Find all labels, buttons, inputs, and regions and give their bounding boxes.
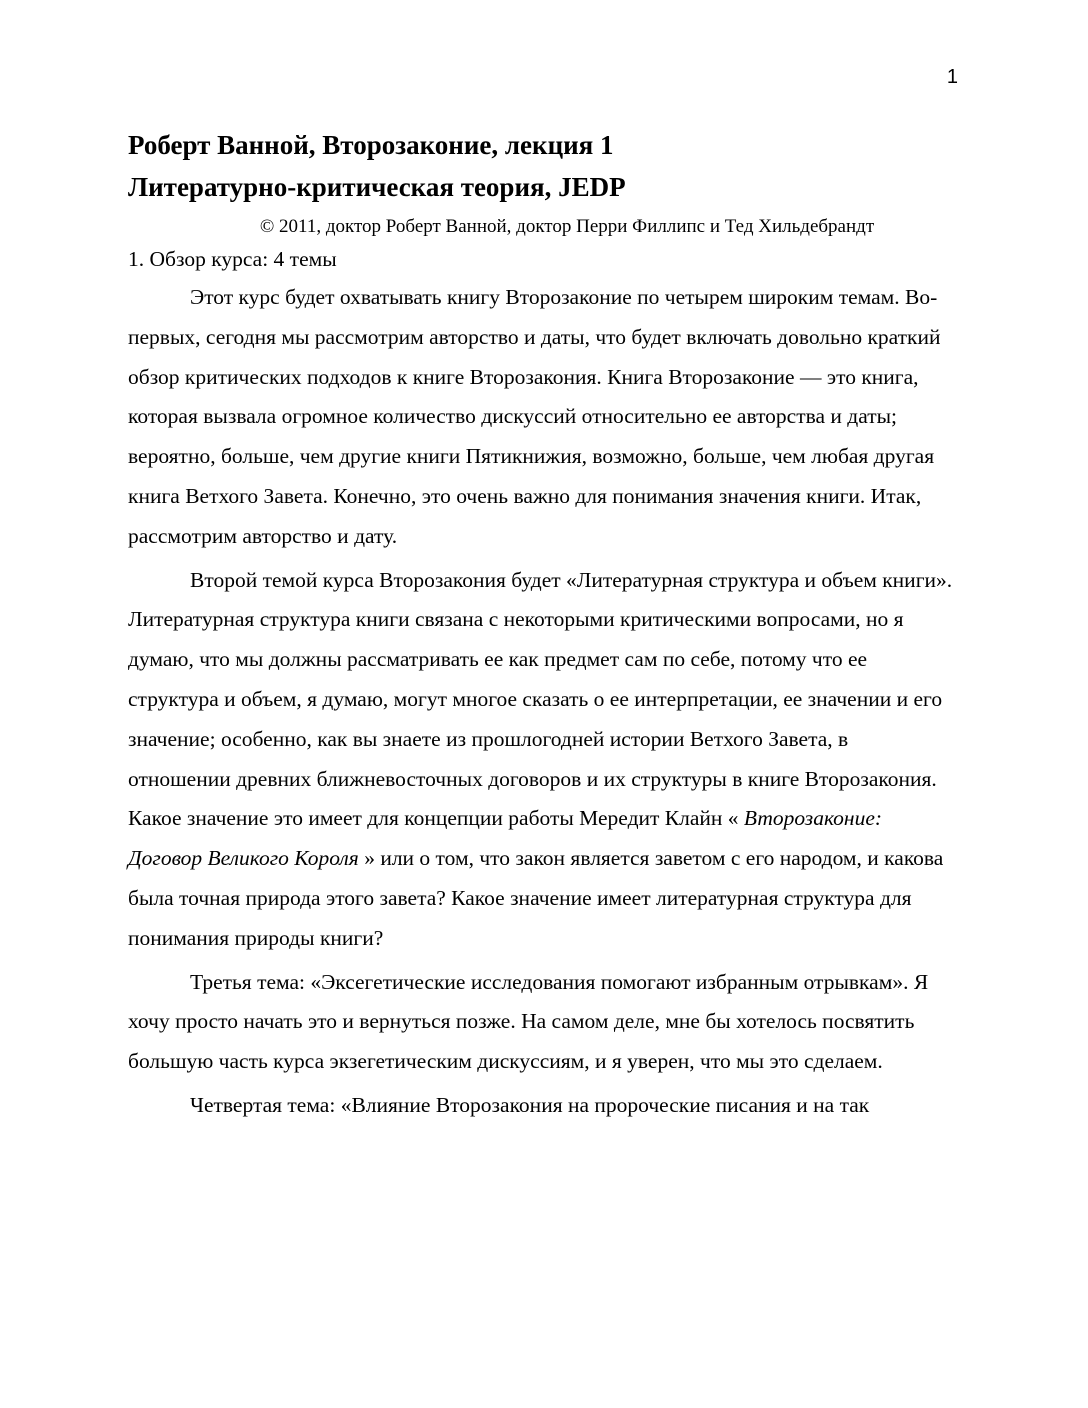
document-title: Роберт Ванной, Второзаконие, лекция 1 [128, 130, 614, 160]
document-body [128, 128, 958, 1126]
paragraph: Этот курс будет охватывать книгу Второзаконие по четырем широким темам. Во-первых, сегодня мы рассмотрим авторство и даты, что будет включать довольно краткий обзор критических подходов к книге Второзакония. Книга Второзаконие — это книга, которая вызвала огромное количество дискуссий относительно ее авторства и даты; вероятно, больше, чем другие книги Пятикнижия, возможно, больше, чем любая другая книга Ветхого Завета. Конечно, это очень важно для понимания значения книги. Итак, рассмотрим авторство и дату. [128, 285, 941, 548]
book-title-italic: Второзаконие: Договор Великого Короля [128, 806, 883, 871]
paragraph: Третья тема: «Эксегетические исследования помогают избранным отрывкам». Я хочу просто начать это и вернуться позже. На самом деле, мне бы хотелось посвятить большую часть курса экзегетическим дискуссиям, и я уверен, что мы это сделаем. [128, 969, 929, 1074]
copyright-line: © 2011, доктор Роберт Ванной, доктор Перри Филлипс и Тед Хильдебрандт [259, 216, 875, 237]
paragraph: Четвертая тема: «Влияние Второзакония на пророческие писания и на так [190, 1092, 870, 1117]
paragraph [128, 561, 953, 959]
paragraph-text: » или о том, что закон является заветом с его народом, и какова была точная природа этого завета? Какое значение имеет литературная структура для понимания природы книги? [128, 846, 944, 950]
page-number: 1 [946, 66, 958, 88]
section-heading: 1. Обзор курса: 4 темы [128, 247, 337, 271]
paragraph-text: Второй темой курса Второзакония будет «Литературная структура и объем книги». Литературная структура книги связана с некоторыми критическими вопросами, но я думаю, что мы должны рассматривать ее как предмет сам по себе, потому что ее структура и объем, я думаю, могут многое сказать о ее интерпретации, ее значении и его значение; особенно, как вы знаете из прошлогодней истории Ветхого Завета, в отношении древних ближневосточных договоров и их структуры в книге Второзакония. Какое значение это имеет для концепции работы Мередит Клайн « [128, 567, 953, 831]
document-subtitle: Литературно-критическая теория, JEDP [128, 172, 626, 202]
